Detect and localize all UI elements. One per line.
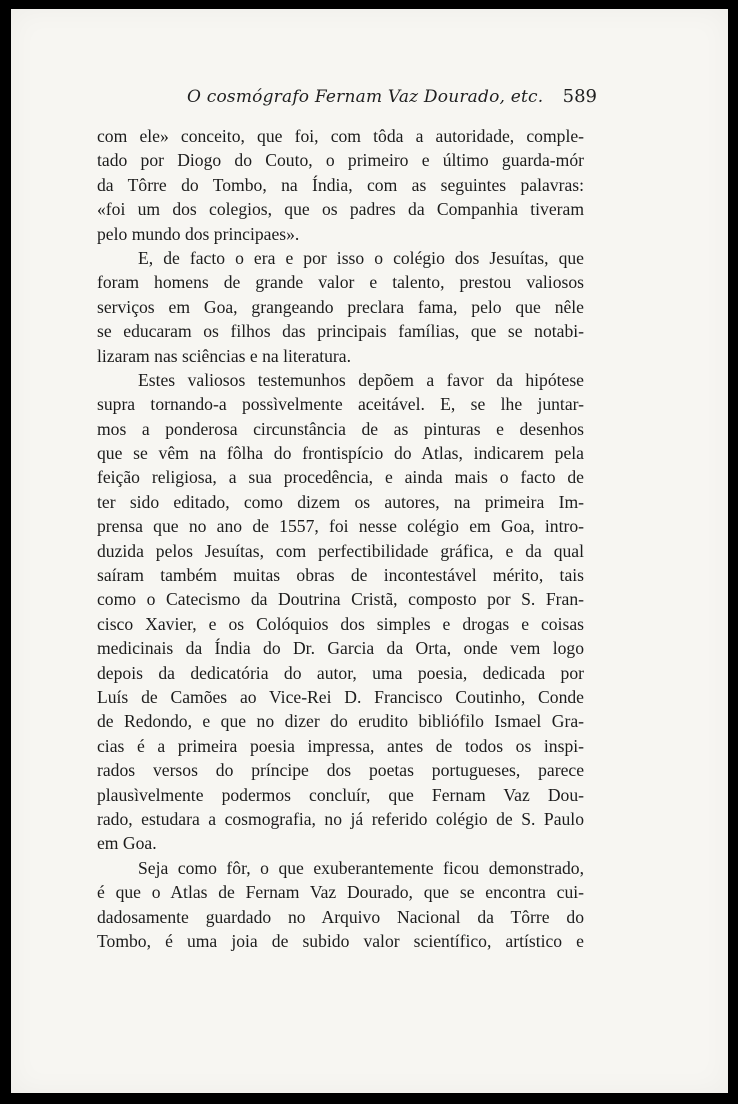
text-line: em Goa. (97, 833, 157, 854)
text-line: lizaram nas sciências e na literatura. (97, 345, 352, 366)
paragraph (97, 368, 584, 856)
text-line: Seja como fôr, o que exuberantemente ficou demonstrado, (138, 857, 584, 878)
text-line: prensa que no ano de 1557, foi nesse colégio em Goa, intro- (97, 516, 584, 537)
text-line: que se vêm na fôlha do frontispício do Atlas, indicarem pela (97, 443, 584, 464)
text-line: como o Catecismo da Doutrina Cristã, composto por S. Fran- (97, 589, 584, 610)
text-line: duzida pelos Jesuítas, com perfectibilidade gráfica, e da qual (97, 540, 584, 561)
text-line: saíram também muitas obras de incontestável mérito, tais (97, 565, 584, 586)
text-line: serviços em Goa, grangeando preclara fama, pelo que nêle (97, 296, 584, 317)
page-header (119, 87, 609, 115)
text-line: foram homens de grande valor e talento, prestou valiosos (97, 272, 584, 293)
text-line: Estes valiosos testemunhos depõem a favor da hipótese (138, 369, 584, 390)
text-line: dadosamente guardado no Arquivo Nacional da Tôrre do (97, 906, 584, 927)
text-line: cias é a primeira poesia impressa, antes de todos os inspi- (97, 735, 584, 756)
running-title: O cosmógrafo Fernam Vaz Dourado, etc. (187, 87, 544, 107)
text-line: tado por Diogo do Couto, o primeiro e último guarda-mór (97, 150, 584, 171)
text-line: mos a ponderosa circunstância de as pinturas e desenhos (97, 418, 584, 439)
text-line: ter sido editado, como dizem os autores, na primeira Im- (97, 491, 584, 512)
text-line: Luís de Camões ao Vice-Rei D. Francisco Coutinho, Conde (97, 686, 584, 707)
text-line: E, de facto o era e por isso o colégio dos Jesuítas, que (138, 247, 584, 268)
text-line: Tombo, é uma joia de subido valor scientífico, artístico e (97, 930, 584, 951)
text-line: plausìvelmente podermos concluír, que Fernam Vaz Dou- (97, 784, 584, 805)
text-line: feição religiosa, a sua procedência, e ainda mais o facto de (97, 467, 584, 488)
body-text (97, 124, 584, 953)
text-line: depois da dedicatória do autor, uma poesia, dedicada por (97, 662, 584, 683)
text-line: se educaram os filhos das principais famílias, que se notabi- (97, 321, 584, 342)
page-number: 589 (562, 86, 597, 107)
paragraph (97, 246, 584, 368)
text-line: cisco Xavier, e os Colóquios dos simples e drogas e coisas (97, 613, 584, 634)
text-line: de Redondo, e que no dizer do erudito bibliófilo Ismael Gra- (97, 711, 584, 732)
text-line: pelo mundo dos principaes». (97, 223, 300, 244)
text-line: medicinais da Índia do Dr. Garcia da Orta, onde vem logo (97, 638, 584, 659)
text-line: supra tornando-a possìvelmente aceitável. E, se lhe juntar- (97, 394, 584, 415)
text-line: «foi um dos colegios, que os padres da Companhia tiveram (97, 199, 584, 220)
text-line: rado, estudara a cosmografia, no já referido colégio de S. Paulo (97, 808, 584, 829)
text-line: da Tôrre do Tombo, na Índia, com as seguintes palavras: (97, 174, 584, 195)
text-line: com ele» conceito, que foi, com tôda a autoridade, comple- (97, 126, 584, 146)
text-line: é que o Atlas de Fernam Vaz Dourado, que se encontra cui- (97, 882, 584, 903)
text-line: rados versos do príncipe dos poetas portugueses, parece (97, 760, 584, 781)
paragraph (97, 124, 584, 246)
paragraph (97, 856, 584, 954)
